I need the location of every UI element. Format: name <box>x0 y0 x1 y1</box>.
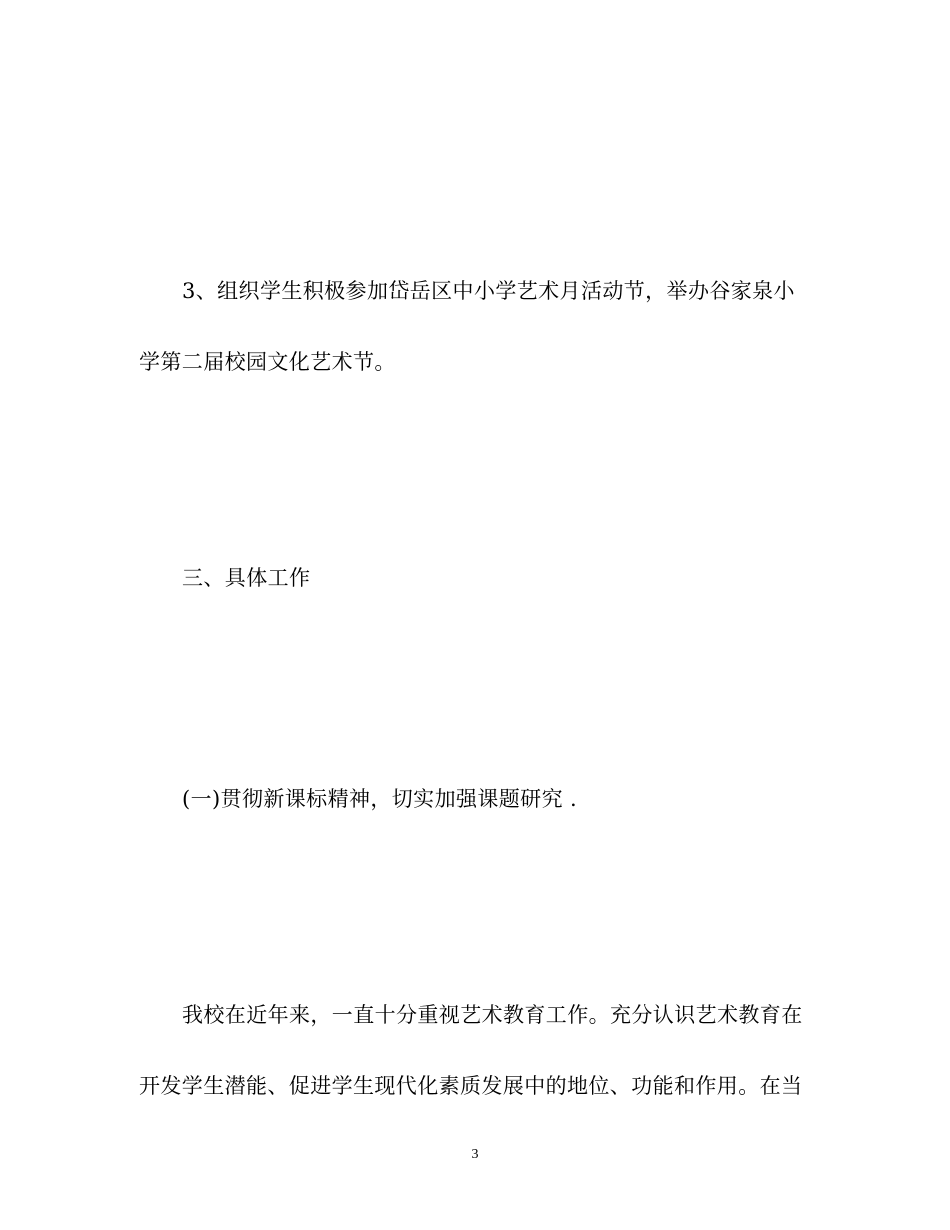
page-number: 3 <box>471 1147 479 1162</box>
subsection-heading: (一)贯彻新课标精神，切实加强课题研究 . <box>182 787 578 811</box>
paragraph-line: 3、组织学生积极参加岱岳区中小学艺术月活动节，举办谷家泉小 <box>182 279 795 303</box>
paragraph-line: 学第二届校园文化艺术节。 <box>139 350 396 374</box>
paragraph-line: 我校在近年来，一直十分重视艺术教育工作。充分认识艺术教育在 <box>182 1003 803 1027</box>
section-heading: 三、具体工作 <box>182 566 311 590</box>
paragraph-line: 开发学生潜能、促进学生现代化素质发展中的地位、功能和作用。在当 <box>139 1074 803 1098</box>
